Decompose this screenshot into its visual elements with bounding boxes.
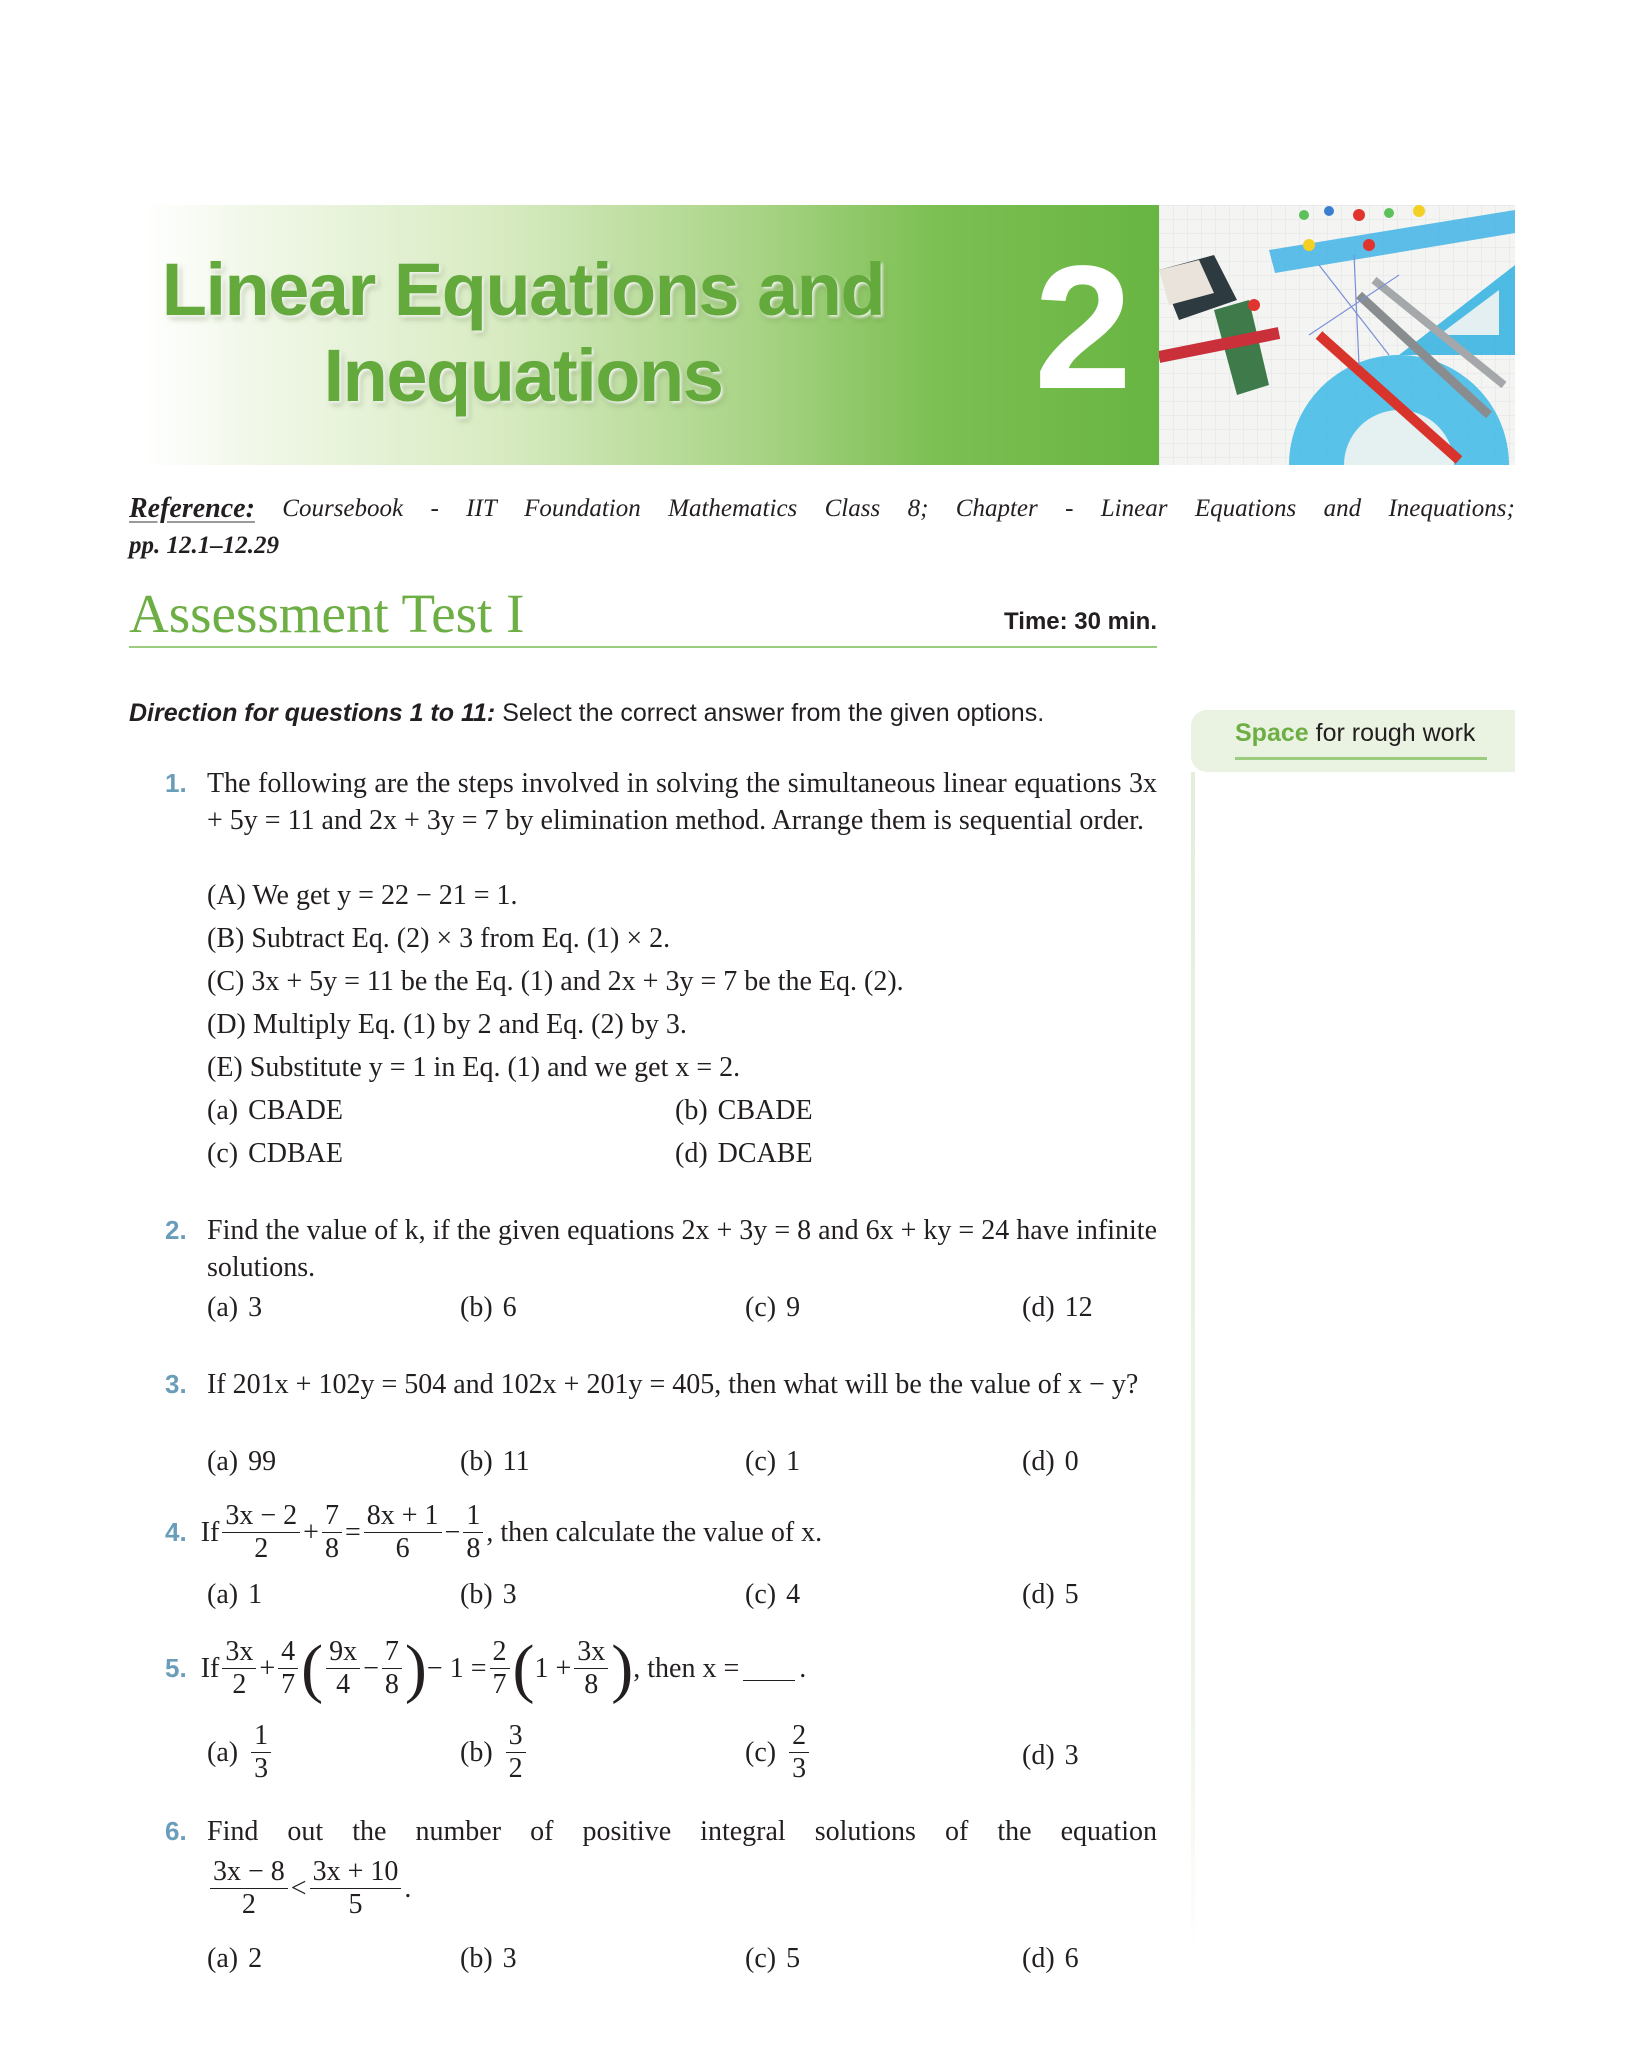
reference-word: Foundation — [524, 495, 641, 522]
option-value: CDBAE — [248, 1138, 343, 1169]
option-label: (c) — [745, 1737, 777, 1768]
rough-work-underline — [1235, 757, 1487, 760]
option-fraction — [789, 1720, 809, 1785]
numerator: 7 — [322, 1500, 342, 1533]
assessment-divider — [129, 646, 1157, 648]
question-4 — [165, 1500, 822, 1565]
fraction — [310, 1856, 402, 1921]
reference-word: Chapter — [955, 495, 1038, 522]
question-number: 1. — [165, 768, 187, 798]
period: . — [799, 1652, 807, 1684]
option-label: (a) — [207, 1737, 239, 1768]
left-paren: ( — [301, 1631, 324, 1705]
step-e: (E) Substitute y = 1 in Eq. (1) and we get x = 2. — [207, 1052, 741, 1083]
period: . — [404, 1872, 412, 1904]
question-tail: , then calculate the value of x. — [486, 1516, 823, 1548]
chapter-title — [143, 247, 903, 419]
option-value: 11 — [502, 1446, 530, 1477]
option-a[interactable] — [207, 1092, 343, 1129]
option-value: 4 — [786, 1579, 801, 1610]
fraction — [364, 1500, 442, 1565]
option-label: (a) — [207, 1446, 239, 1477]
option-c[interactable] — [745, 1289, 800, 1326]
reference-pages: pp. 12.1–12.29 — [129, 532, 279, 559]
operator: < — [290, 1872, 307, 1904]
numerator: 7 — [382, 1636, 402, 1669]
reference-word: - — [1065, 495, 1074, 522]
option-d[interactable] — [1022, 1443, 1079, 1480]
rough-work-label — [1235, 716, 1475, 750]
question-6 — [165, 1813, 1157, 1850]
direction — [129, 696, 1044, 730]
option-value: 2 — [248, 1943, 263, 1974]
option-d[interactable] — [1022, 1289, 1093, 1326]
option-b[interactable] — [460, 1940, 517, 1977]
reference-word: - — [430, 495, 439, 522]
option-value: 3 — [502, 1579, 517, 1610]
rough-work-panel — [1191, 772, 1195, 1952]
option-value: 1 — [786, 1446, 801, 1477]
denominator: 6 — [395, 1533, 410, 1564]
operator: − — [363, 1652, 379, 1684]
direction-text: Select the correct answer from the given options. — [502, 699, 1045, 727]
option-value: 3 — [1064, 1740, 1079, 1771]
reference-word: Mathematics — [668, 495, 798, 522]
option-value: 6 — [502, 1292, 517, 1323]
inequality — [207, 1856, 411, 1921]
option-value: 12 — [1064, 1292, 1093, 1323]
question-number: 3. — [165, 1369, 187, 1399]
option-label: (c) — [745, 1579, 777, 1610]
if-word: If — [200, 1652, 220, 1684]
right-paren: ) — [404, 1631, 427, 1705]
numerator: 1 — [251, 1720, 271, 1753]
numerator: 8x + 1 — [364, 1500, 442, 1533]
reference-word: Equations — [1194, 495, 1297, 522]
question-3 — [165, 1366, 1157, 1403]
denominator: 8 — [584, 1669, 599, 1700]
option-value: DCABE — [717, 1138, 813, 1169]
denominator: 5 — [348, 1889, 363, 1920]
step-c: (C) 3x + 5y = 11 be the Eq. (1) and 2x + 3y = 7 be the Eq. (2). — [207, 966, 904, 997]
chapter-number: 2 — [1034, 230, 1132, 426]
step-a: (A) We get y = 22 − 21 = 1. — [207, 880, 518, 911]
option-a[interactable] — [207, 1720, 274, 1785]
option-label: (c) — [745, 1292, 777, 1323]
option-value: CBADE — [248, 1095, 343, 1126]
option-b[interactable] — [460, 1720, 529, 1785]
question-2 — [165, 1212, 1157, 1286]
step-d: (D) Multiply Eq. (1) by 2 and Eq. (2) by 3. — [207, 1009, 687, 1040]
fraction — [222, 1500, 300, 1565]
option-c[interactable] — [745, 1940, 800, 1977]
reference-word: IIT — [466, 495, 497, 522]
option-c[interactable] — [745, 1576, 800, 1613]
denominator: 2 — [508, 1753, 523, 1784]
denominator: 8 — [384, 1669, 399, 1700]
denominator: 7 — [281, 1669, 296, 1700]
fraction — [322, 1500, 342, 1565]
reference-label: Reference: — [129, 493, 255, 524]
option-label: (b) — [675, 1095, 708, 1126]
numerator: 3x — [222, 1636, 256, 1669]
right-paren: ) — [611, 1631, 634, 1705]
numerator: 4 — [278, 1636, 298, 1669]
option-label: (c) — [207, 1138, 239, 1169]
option-label: (d) — [1022, 1740, 1055, 1771]
option-b[interactable] — [460, 1443, 530, 1480]
reference-line — [129, 490, 1515, 527]
reference-word: Inequations; — [1388, 495, 1515, 522]
denominator: 8 — [324, 1533, 339, 1564]
question-number: 5. — [165, 1653, 187, 1683]
question-1 — [165, 765, 1157, 839]
question-5 — [165, 1631, 807, 1705]
option-a[interactable] — [207, 1289, 262, 1326]
denominator: 4 — [336, 1669, 351, 1700]
option-value: 0 — [1064, 1446, 1079, 1477]
option-value: 1 — [248, 1579, 263, 1610]
numerator: 2 — [490, 1636, 510, 1669]
option-label: (b) — [460, 1737, 493, 1768]
option-label: (a) — [207, 1579, 239, 1610]
fraction — [222, 1636, 256, 1701]
chapter-title-line1: Linear Equations and — [161, 248, 885, 331]
chapter-banner — [143, 205, 1515, 465]
option-a[interactable] — [207, 1940, 262, 1977]
numerator: 3x + 10 — [310, 1856, 402, 1889]
option-c[interactable] — [745, 1443, 800, 1480]
reference-word: Linear — [1100, 495, 1168, 522]
option-value: 99 — [248, 1446, 277, 1477]
fraction — [278, 1636, 298, 1701]
denominator: 3 — [254, 1753, 269, 1784]
option-value: 9 — [786, 1292, 801, 1323]
option-b[interactable] — [460, 1289, 517, 1326]
question-text: Find the value of k, if the given equations 2x + 3y = 8 and 6x + ky = 24 have infinite solutions. — [207, 1215, 1157, 1283]
reference — [129, 490, 1515, 564]
reference-word: and — [1323, 495, 1362, 522]
option-label: (d) — [1022, 1943, 1055, 1974]
step-b: (B) Subtract Eq. (2) × 3 from Eq. (1) × 2. — [207, 923, 671, 954]
fraction — [574, 1636, 608, 1701]
operator: − — [444, 1516, 461, 1548]
denominator: 7 — [492, 1669, 507, 1700]
option-label: (d) — [1022, 1579, 1055, 1610]
question-number: 6. — [165, 1816, 187, 1846]
denominator: 8 — [466, 1533, 481, 1564]
operator: + — [303, 1516, 319, 1548]
option-value: CBADE — [717, 1095, 813, 1126]
question-tail: , then x = — [633, 1652, 740, 1684]
denominator: 2 — [241, 1889, 256, 1920]
if-word: If — [200, 1516, 220, 1548]
option-label: (c) — [745, 1943, 777, 1974]
question-number: 4. — [165, 1517, 187, 1547]
numerator: 1 — [463, 1500, 483, 1533]
numerator: 2 — [789, 1720, 809, 1753]
reference-word: Class — [824, 495, 881, 522]
operator: = — [344, 1516, 361, 1548]
option-label: (c) — [745, 1446, 777, 1477]
option-value: 3 — [248, 1292, 263, 1323]
fraction — [490, 1636, 510, 1701]
option-d[interactable] — [675, 1135, 813, 1172]
option-label: (a) — [207, 1292, 239, 1323]
operator: + — [259, 1652, 276, 1684]
reference-word: Coursebook — [282, 495, 404, 522]
operator: − 1 = — [426, 1652, 487, 1684]
option-c[interactable] — [745, 1720, 812, 1785]
rough-work-rest: for rough work — [1315, 719, 1476, 747]
numerator: 3 — [506, 1720, 526, 1753]
option-label: (a) — [207, 1943, 239, 1974]
option-value: 5 — [1064, 1579, 1079, 1610]
option-label: (b) — [460, 1446, 493, 1477]
option-label: (b) — [460, 1579, 493, 1610]
option-d[interactable] — [1022, 1940, 1079, 1977]
option-value: 5 — [786, 1943, 801, 1974]
reference-word: 8; — [907, 495, 929, 522]
option-label: (b) — [460, 1943, 493, 1974]
option-label: (d) — [1022, 1446, 1055, 1477]
left-paren: ( — [512, 1631, 535, 1705]
denominator: 2 — [254, 1533, 269, 1564]
direction-label: Direction for questions 1 to 11: — [129, 699, 496, 727]
fraction — [210, 1856, 288, 1921]
option-label: (b) — [460, 1292, 493, 1323]
numerator: 3x — [574, 1636, 608, 1669]
geometry-instruments-icon — [1159, 205, 1515, 465]
numerator: 3x − 2 — [222, 1500, 300, 1533]
option-label: (d) — [1022, 1292, 1055, 1323]
option-a[interactable] — [207, 1576, 262, 1613]
option-d[interactable] — [1022, 1576, 1079, 1613]
option-value: 6 — [1064, 1943, 1079, 1974]
question-text: Find out the number of positive integral solutions of the equation — [207, 1816, 1157, 1847]
denominator: 2 — [232, 1669, 247, 1700]
option-fraction — [251, 1720, 271, 1785]
fraction — [382, 1636, 402, 1701]
option-c[interactable] — [207, 1135, 343, 1172]
numerator: 9x — [326, 1636, 360, 1669]
numerator: 3x − 8 — [210, 1856, 288, 1889]
fraction — [463, 1500, 483, 1565]
answer-blank — [743, 1656, 795, 1681]
option-value: 3 — [502, 1943, 517, 1974]
option-label: (a) — [207, 1095, 239, 1126]
option-b[interactable] — [675, 1092, 813, 1129]
assessment-time: Time: 30 min. — [1004, 608, 1157, 635]
assessment-title: Assessment Test I — [129, 583, 525, 644]
question-text: The following are the steps involved in solving the simultaneous linear equations 3x + 5y = 11 and 2x + 3y = 7 by elimination method. Arrange them is sequential order. — [207, 768, 1157, 836]
option-b[interactable] — [460, 1576, 517, 1613]
denominator: 3 — [792, 1753, 807, 1784]
question-text: If 201x + 102y = 504 and 102x + 201y = 405, then what will be the value of x − y? — [207, 1369, 1139, 1400]
option-d[interactable] — [1022, 1737, 1079, 1774]
chapter-title-line2: Inequations — [323, 334, 723, 417]
question-number: 2. — [165, 1215, 187, 1245]
option-fraction — [506, 1720, 526, 1785]
rough-work-highlight: Space — [1235, 719, 1309, 747]
option-label: (d) — [675, 1138, 708, 1169]
option-a[interactable] — [207, 1443, 276, 1480]
fraction — [326, 1636, 360, 1701]
operator: 1 + — [534, 1652, 572, 1684]
